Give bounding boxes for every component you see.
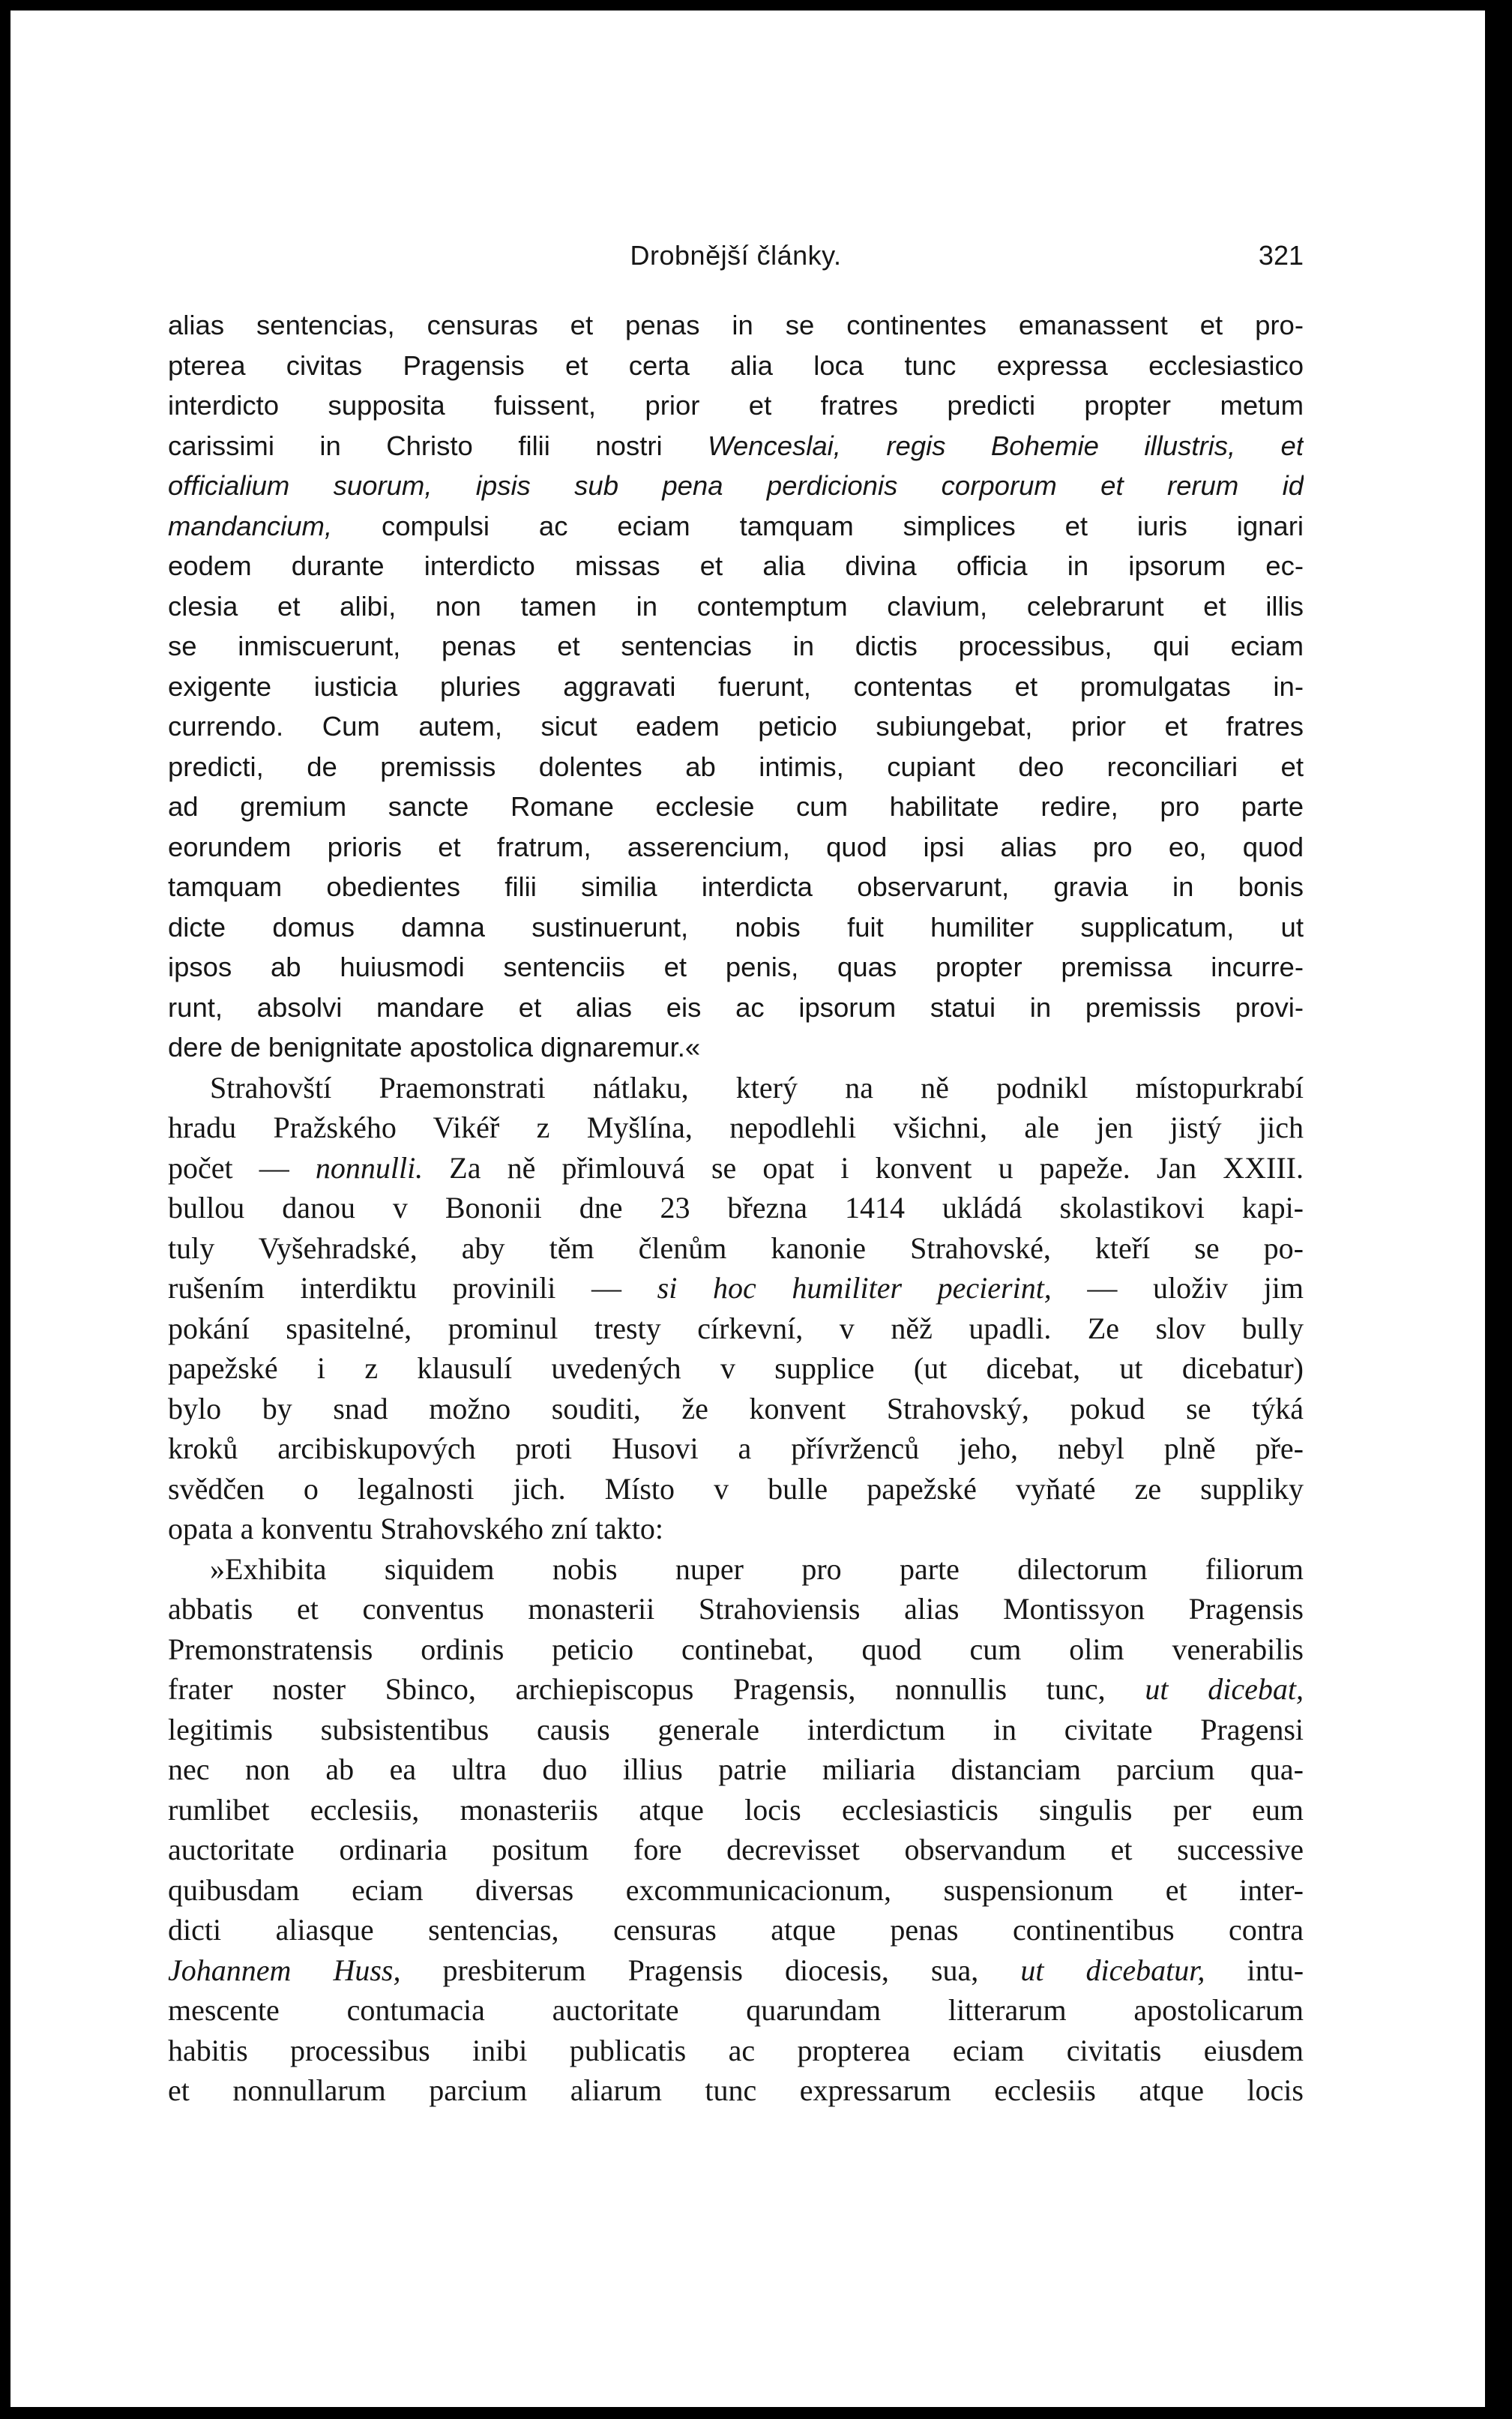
text-line: eodem durante interdicto missas et alia divina officia in ipsorum ec-: [168, 550, 1304, 581]
text-line: se inmiscuerunt, penas et sentencias in dictis processibus, qui eciam: [168, 631, 1304, 661]
text-line: habitis processibus inibi publicatis ac propterea eciam civitatis eiusdem: [168, 2033, 1304, 2067]
text-line: tuly Vyšehradské, aby těm členům kanonie Strahovské, kteří se po-: [168, 1230, 1304, 1265]
text-line: Johannem Huss, presbiterum Pragensis diocesis, sua, ut dicebatur, intu-: [168, 1953, 1304, 1987]
text-line: rumlibet ecclesiis, monasteriis atque locis ecclesiasticis singulis per eum: [168, 1792, 1304, 1827]
text-line: interdicto supposita fuissent, prior et fratres predicti propter metum: [168, 390, 1304, 421]
text-line: auctoritate ordinaria positum fore decrevisset observandum et successive: [168, 1833, 1304, 1866]
text-line: et nonnullarum parcium aliarum tunc expressarum ecclesiis atque locis: [168, 2073, 1304, 2107]
text-line: officialium suorum, ipsis sub pena perdicionis corporum et rerum id: [168, 470, 1304, 501]
page-header: [168, 237, 1304, 274]
text-line: dere de benignitate apostolica dignaremur.«: [168, 1032, 701, 1063]
text-line: runt, absolvi mandare et alias eis ac ipsorum statui in premissis provi-: [168, 991, 1304, 1023]
text-line: dicte domus damna sustinuerunt, nobis fuit humiliter supplicatum, ut: [168, 911, 1304, 943]
text-line: Strahovští Praemonstrati nátlaku, který na ně podnikl místopurkrabí: [210, 1070, 1304, 1105]
text-line: mandancium, compulsi ac eciam tamquam simplices et iuris ignari: [168, 510, 1304, 541]
text-line: nec non ab ea ultra duo illius patrie miliaria distanciam parcium qua-: [168, 1752, 1304, 1786]
text-line: »Exhibita siquidem nobis nuper pro parte dilectorum filiorum: [210, 1551, 1304, 1586]
text-line: alias sentencias, censuras et penas in se continentes emanassent et pro-: [168, 310, 1304, 340]
text-line: svědčen o legalnosti jich. Místo v bulle papežské vyňaté ze suppliky: [168, 1471, 1304, 1506]
text-line: frater noster Sbinco, archiepiscopus Pragensis, nonnullis tunc, ut dicebat,: [168, 1672, 1304, 1706]
text-line: eorundem prioris et fratrum, asserencium, quod ipsi alias pro eo, quod: [168, 831, 1304, 862]
text-line: ad gremium sancte Romane ecclesie cum habilitate redire, pro parte: [168, 791, 1304, 822]
text-line: rušením interdiktu provinili — si hoc humiliter pecierint, — uloživ jim: [168, 1271, 1304, 1305]
text-line: abbatis et conventus monasterii Strahoviensis alias Montissyon Pragensis: [168, 1592, 1304, 1626]
text-line: tamquam obedientes filii similia interdicta observarunt, gravia in bonis: [168, 871, 1304, 902]
text-line: pterea civitas Pragensis et certa alia loca tunc expressa ecclesiastico: [168, 349, 1304, 381]
text-line: currendo. Cum autem, sicut eadem peticio subiungebat, prior et fratres: [168, 711, 1304, 742]
body-text: [168, 305, 1304, 2111]
text-line: quibusdam eciam diversas excommunicacionum, suspensionum et inter-: [168, 1872, 1304, 1907]
text-line: bullou danou v Bononii dne 23 března 1414 ukládá skolastikovi kapi-: [168, 1191, 1304, 1224]
text-line: papežské i z klausulí uvedených v supplice (ut dicebat, ut dicebatur): [168, 1351, 1304, 1385]
text-line: kroků arcibiskupových proti Husovi a přívrženců jeho, nebyl plně pře-: [168, 1431, 1304, 1465]
text-line: clesia et alibi, non tamen in contemptum clavium, celebrarunt et illis: [168, 590, 1304, 622]
running-title: Drobnější články.: [630, 240, 842, 271]
text-line: opata a konventu Strahovského zní takto:: [168, 1512, 663, 1545]
text-line: bylo by snad možno souditi, že konvent Strahovský, pokud se týká: [168, 1391, 1304, 1425]
text-line: pokání spasitelné, prominul tresty církevní, v něž upadli. Ze slov bully: [168, 1311, 1304, 1345]
text-line: carissimi in Christo filii nostri Wenceslai, regis Bohemie illustris, et: [168, 430, 1304, 461]
text-line: počet — nonnulli. Za ně přimlouvá se opat i konvent u papeže. Jan XXIII.: [168, 1150, 1304, 1185]
text-line: ipsos ab huiusmodi sentenciis et penis, quas propter premissa incurre-: [168, 952, 1304, 982]
text-line: mescente contumacia auctoritate quarundam litterarum apostolicarum: [168, 1993, 1304, 2027]
text-line: predicti, de premissis dolentes ab intimis, cupiant deo reconciliari et: [168, 751, 1304, 782]
text-line: legitimis subsistentibus causis generale interdictum in civitate Pragensi: [168, 1712, 1304, 1746]
text-line: exigente iusticia pluries aggravati fuerunt, contentas et promulgatas in-: [168, 670, 1304, 702]
book-page: [10, 10, 1485, 2407]
text-line: hradu Pražského Vikéř z Myšlína, nepodlehli všichni, ale jen jistý jich: [168, 1111, 1304, 1144]
page-number: 321: [1258, 240, 1304, 271]
text-line: Premonstratensis ordinis peticio continebat, quod cum olim venerabilis: [168, 1632, 1304, 1666]
text-line: dicti aliasque sentencias, censuras atque penas continentibus contra: [168, 1913, 1304, 1947]
